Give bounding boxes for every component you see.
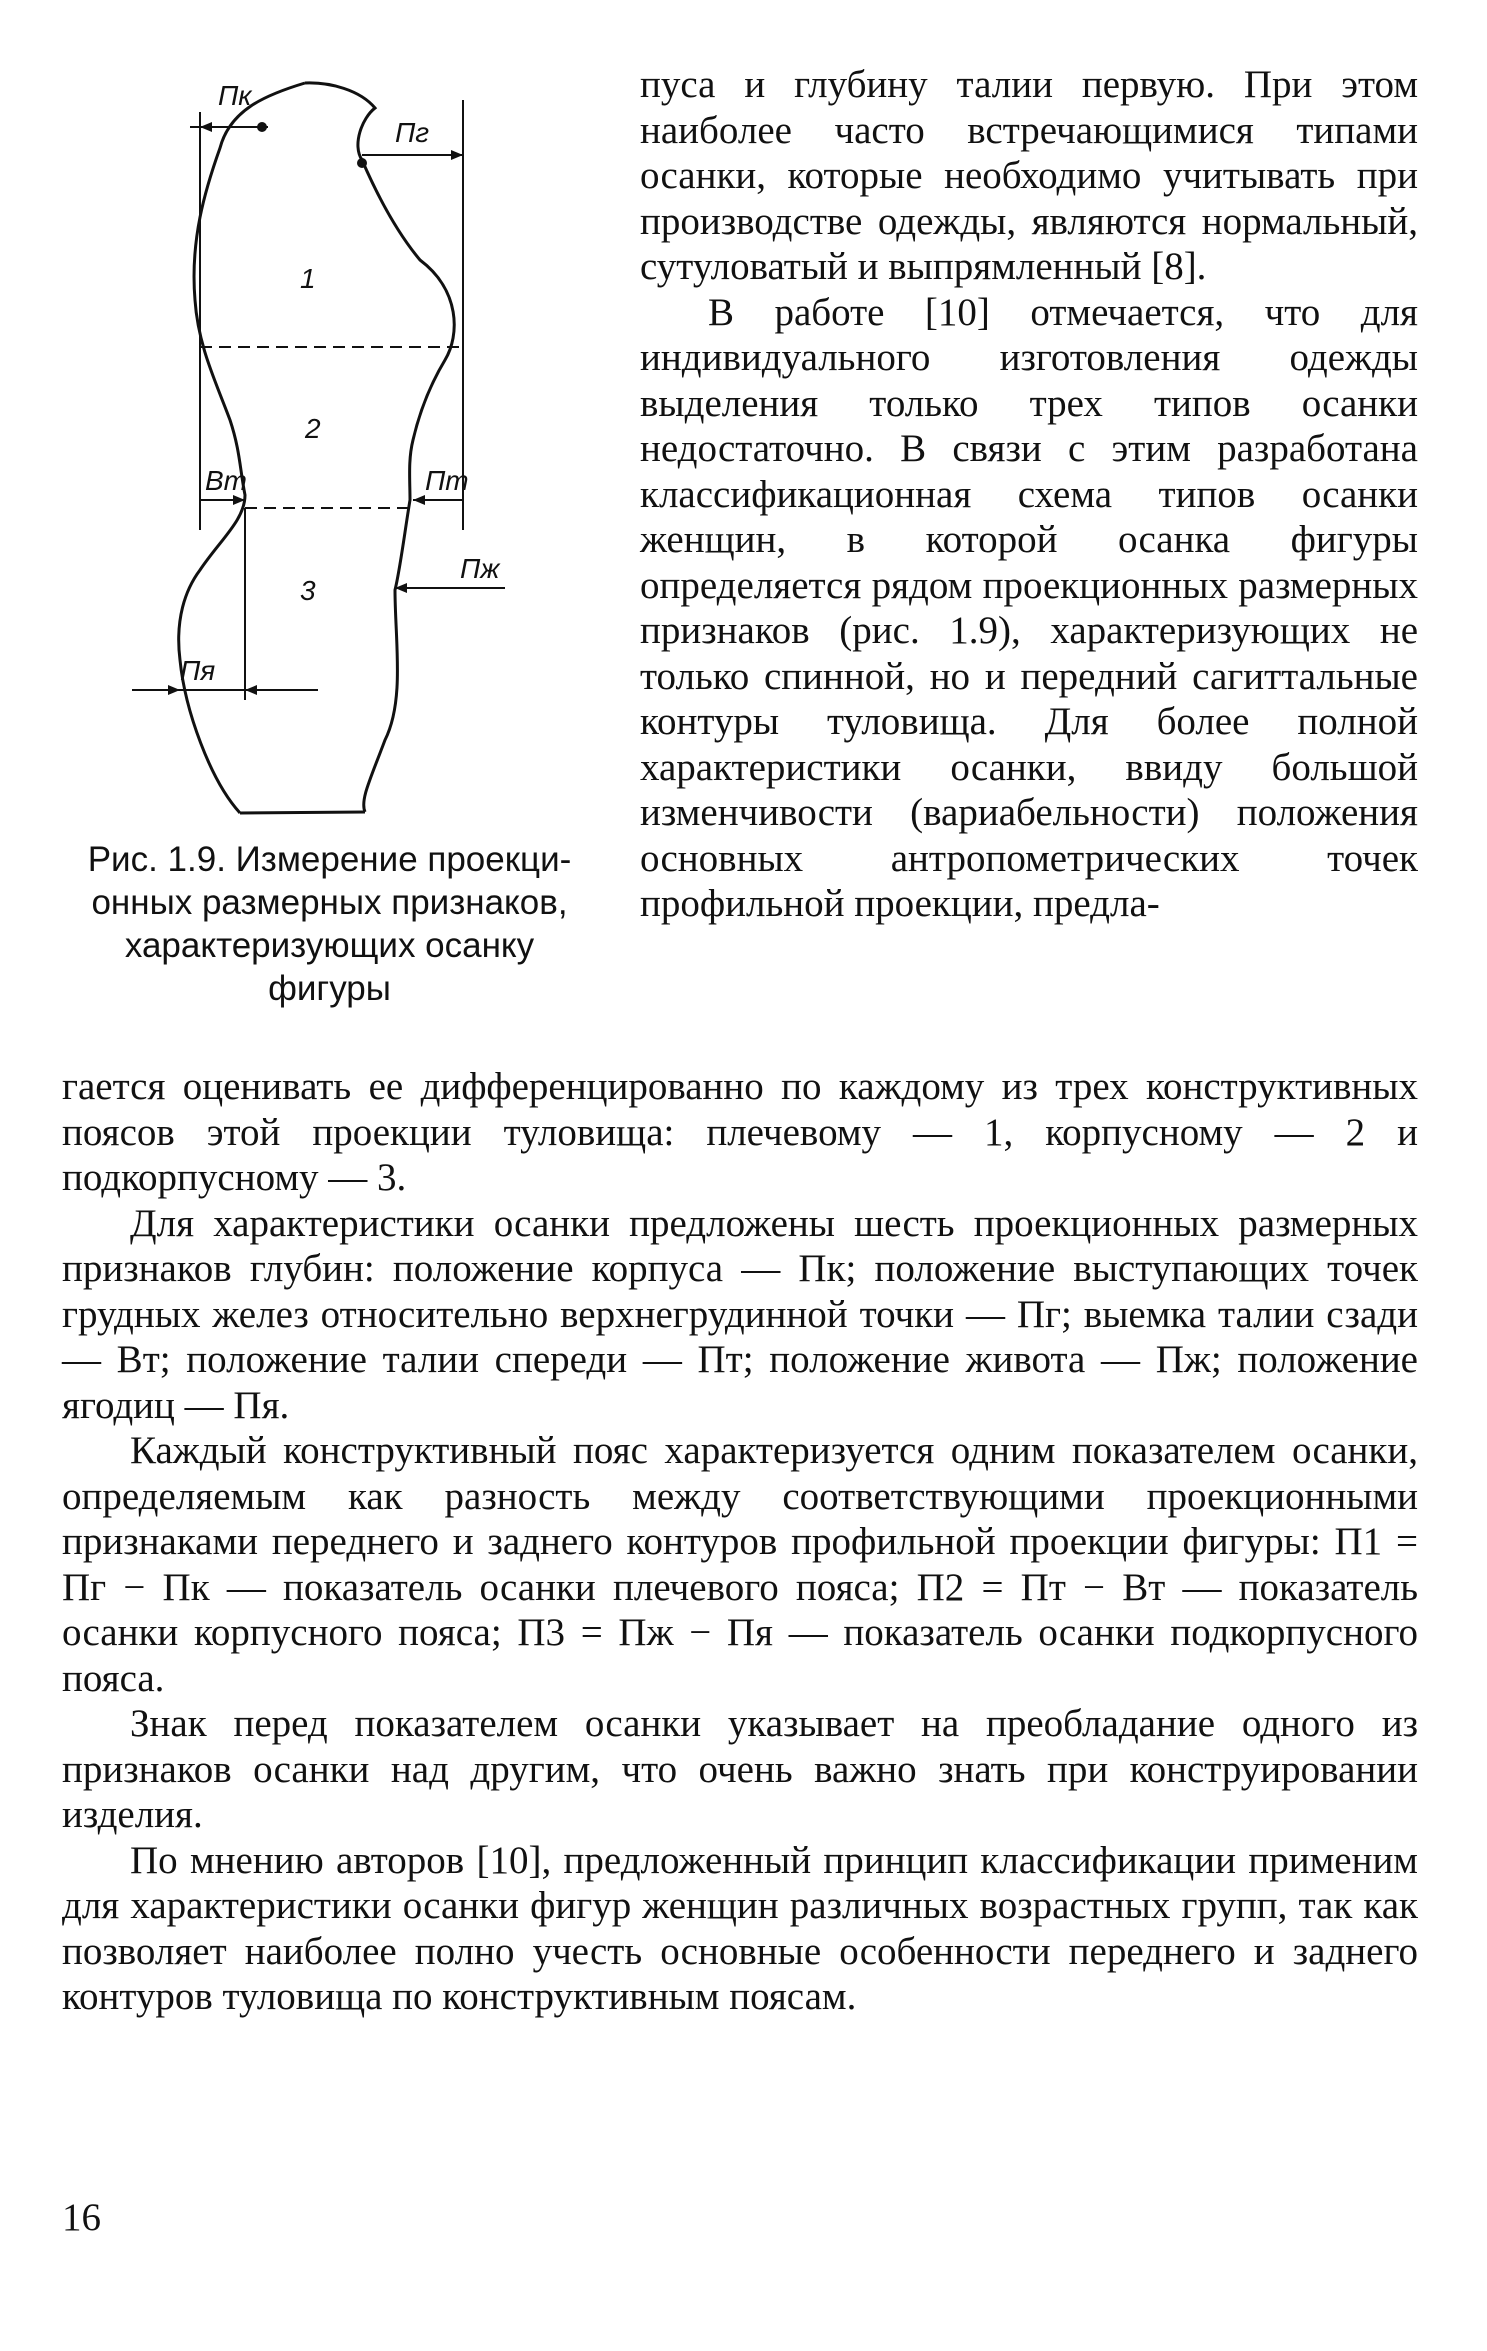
posture-figure	[110, 70, 580, 830]
paragraph: По мнению авторов [10], предложенный принцип классификации применим для характеристики осанки фигур женщин различных возрастных групп, так как позволяет наиболее полно учесть основные особенности переднего и заднего контуров туловища по конструктивным поясам.	[62, 1838, 1418, 2018]
caption-line: характеризующих осанку	[124, 926, 535, 965]
label-bt: Вт	[205, 465, 247, 496]
figure-caption	[62, 838, 597, 1010]
label-pg: Пг	[395, 117, 430, 148]
label-pzh: Пж	[460, 553, 500, 584]
body-text	[62, 1064, 1418, 2020]
front-contour	[305, 83, 454, 812]
paragraph: Для характеристики осанки предложены шесть проекционных размерных признаков глубин: положение корпуса — Пк; положение выступающих точек грудных желез относительно верхнегрудинной точки — Пг; выемка талии сзади — Вт; положение талии спереди — Пт; положение живота — Пж; положение ягодиц — Пя.	[62, 1201, 1418, 1427]
paragraph: Знак перед показателем осанки указывает на преобладание одного из признаков осанки над другим, что очень важно знать при конструировании изделия.	[62, 1702, 1418, 1836]
label-pk: Пк	[218, 80, 252, 111]
caption-line: онных размерных признаков,	[91, 883, 568, 922]
label-belt3: 3	[300, 575, 316, 606]
paragraph: пуса и глубину талии первую. При этом наиболее часто встречающимися типами осанки, которые необходимо учитывать при производстве одежды, являются нормальный, сутуловатый и выпрямленный [8].	[640, 63, 1418, 288]
paragraph: Каждый конструктивный пояс характеризуется одним показателем осанки, определяемым как разность между соответствующими проекционными признаками переднего и заднего контуров профильной проекции фигуры: П1 = Пг − Пк — показатель осанки плечевого пояса; П2 = Пт − Вт — показатель осанки корпусного пояса; П3 = Пж − Пя — показатель осанки подкорпусного пояса.	[62, 1429, 1418, 1700]
paragraph-continuation: гается оценивать ее дифференцированно по каждому из трех конструктивных поясов этой проекции туловища: плечевому — 1, корпусному — 2 и подкорпусному — 3.	[62, 1065, 1418, 1199]
right-column-text	[640, 62, 1418, 927]
label-belt1: 1	[300, 263, 316, 294]
label-pt: Пт	[425, 465, 469, 496]
label-pya: Пя	[180, 655, 216, 686]
label-belt2: 2	[305, 413, 321, 444]
caption-line: фигуры	[268, 969, 391, 1008]
back-contour	[179, 83, 305, 813]
caption-line: Рис. 1.9. Измерение проекци-	[87, 840, 572, 879]
page-number: 16	[62, 2196, 101, 2239]
paragraph: В работе [10] отмечается, что для индивидуального изготовления одежды выделения только трех типов осанки недостаточно. В связи с этим разработана классификационная схема типов осанки женщин, в которой осанка фигуры определяется рядом проекционных размерных признаков (рис. 1.9), характеризующих не только спинной, но и передний сагиттальные контуры туловища. Для более полной характеристики осанки, ввиду большой изменчивости (вариабельности) положения основных антропометрических точек профильной проекции, предла-	[640, 290, 1418, 925]
